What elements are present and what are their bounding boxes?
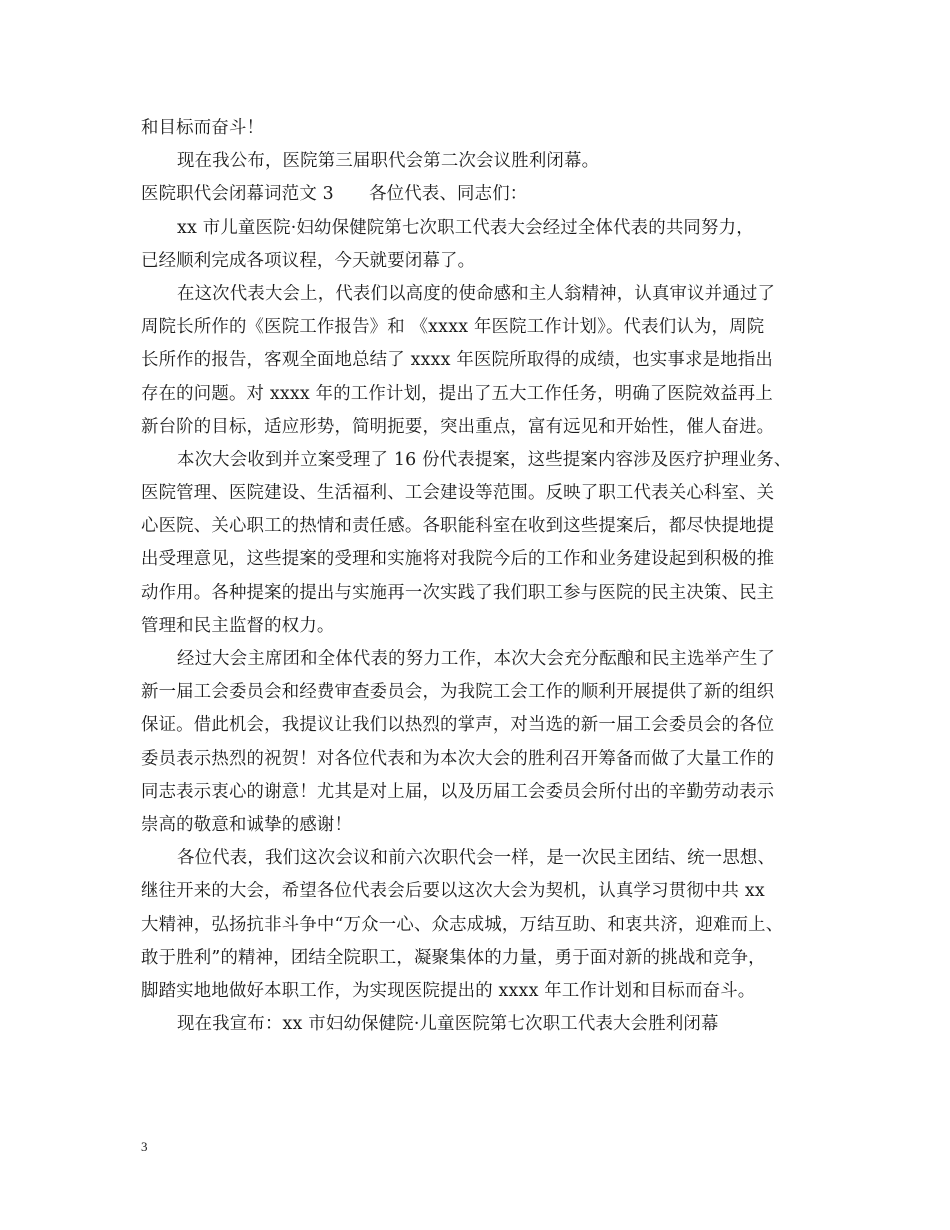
text-line: 已经顺利完成各项议程，今天就要闭幕了。 bbox=[141, 250, 476, 271]
text-line: 新台阶的目标，适应形势，简明扼要，突出重点，富有远见和开始性，催人奋进。 bbox=[141, 416, 775, 437]
text-line: 管理和民主监督的权力。 bbox=[141, 615, 335, 636]
text-line: 在这次代表大会上，代表们以高度的使命感和主人翁精神，认真审议并通过了 bbox=[177, 283, 776, 304]
text-line: 周院长所作的《医院工作报告》和 《xxxx 年医院工作计划》。代表们认为，周院 bbox=[141, 317, 765, 338]
text-line: 继往开来的大会，希望各位代表会后要以这次大会为契机，认真学习贯彻中共 xx bbox=[141, 881, 765, 902]
document-body bbox=[141, 112, 831, 1041]
text-line: 经过大会主席团和全体代表的努力工作，本次大会充分酝酿和民主选举产生了 bbox=[177, 649, 776, 669]
text-line: 本次大会收到并立案受理了 16 份代表提案，这些提案内容涉及医疗护理业务、 bbox=[177, 449, 792, 470]
text-line: 长所作的报告，客观全面地总结了 xxxx 年医院所取得的成绩，也实事求是地指出 bbox=[141, 350, 773, 371]
text-line: 崇高的敬意和诚挚的感谢！ bbox=[141, 814, 353, 835]
text-line: 新一届工会委员会和经费审查委员会，为我院工会工作的顺利开展提供了新的组织 bbox=[141, 682, 775, 703]
text-line: 委员表示热烈的祝贺！对各位代表和为本次大会的胜利召开筹备而做了大量工作的 bbox=[141, 748, 775, 769]
text-line: 医院管理、医院建设、生活福利、工会建设等范围。反映了职工代表关心科室、关 bbox=[141, 483, 775, 504]
text-line: 和目标而奋斗！ bbox=[141, 118, 265, 138]
text-line: 大精神，弘扬抗非斗争中“万众一心、众志成城，万结互助、和衷共济，迎难而上、 bbox=[141, 914, 784, 935]
text-line: 脚踏实地地做好本职工作，为实现医院提出的 xxxx 年工作计划和目标而奋斗。 bbox=[141, 980, 756, 1001]
text-line: 保证。借此机会，我提议让我们以热烈的掌声，对当选的新一届工会委员会的各位 bbox=[141, 715, 775, 736]
text-line: 心医院、关心职工的热情和责任感。各职能科室在收到这些提案后，都尽快提地提 bbox=[141, 516, 775, 537]
text-line: 敢于胜利”的精神，团结全院职工，凝聚集体的力量，勇于面对新的挑战和竞争， bbox=[141, 947, 766, 968]
page-number: 3 bbox=[141, 1139, 148, 1154]
text-line: 同志表示衷心的谢意！尤其是对上届，以及历届工会委员会所付出的辛勤劳动表示 bbox=[141, 781, 775, 802]
text-line: 各位代表，我们这次会议和前六次职代会一样，是一次民主团结、统一思想、 bbox=[177, 848, 776, 869]
text-line: xx 市儿童医院·妇幼保健院第七次职工代表大会经过全体代表的共同努力， bbox=[177, 217, 754, 238]
text-line: 存在的问题。对 xxxx 年的工作计划，提出了五大工作任务，明确了医院效益再上 bbox=[141, 383, 773, 404]
text-line: 现在我公布，医院第三届职代会第二次会议胜利闭幕。 bbox=[177, 151, 600, 172]
text-line: 医院职代会闭幕词范文 3 各位代表、同志们： bbox=[141, 184, 528, 205]
text-line: 现在我宣布：xx 市妇幼保健院·儿童医院第七次职工代表大会胜利闭幕 bbox=[177, 1014, 719, 1035]
text-line: 动作用。各种提案的提出与实施再一次实践了我们职工参与医院的民主决策、民主 bbox=[141, 582, 775, 603]
text-line: 出受理意见，这些提案的受理和实施将对我院今后的工作和业务建设起到积极的推 bbox=[141, 549, 775, 570]
